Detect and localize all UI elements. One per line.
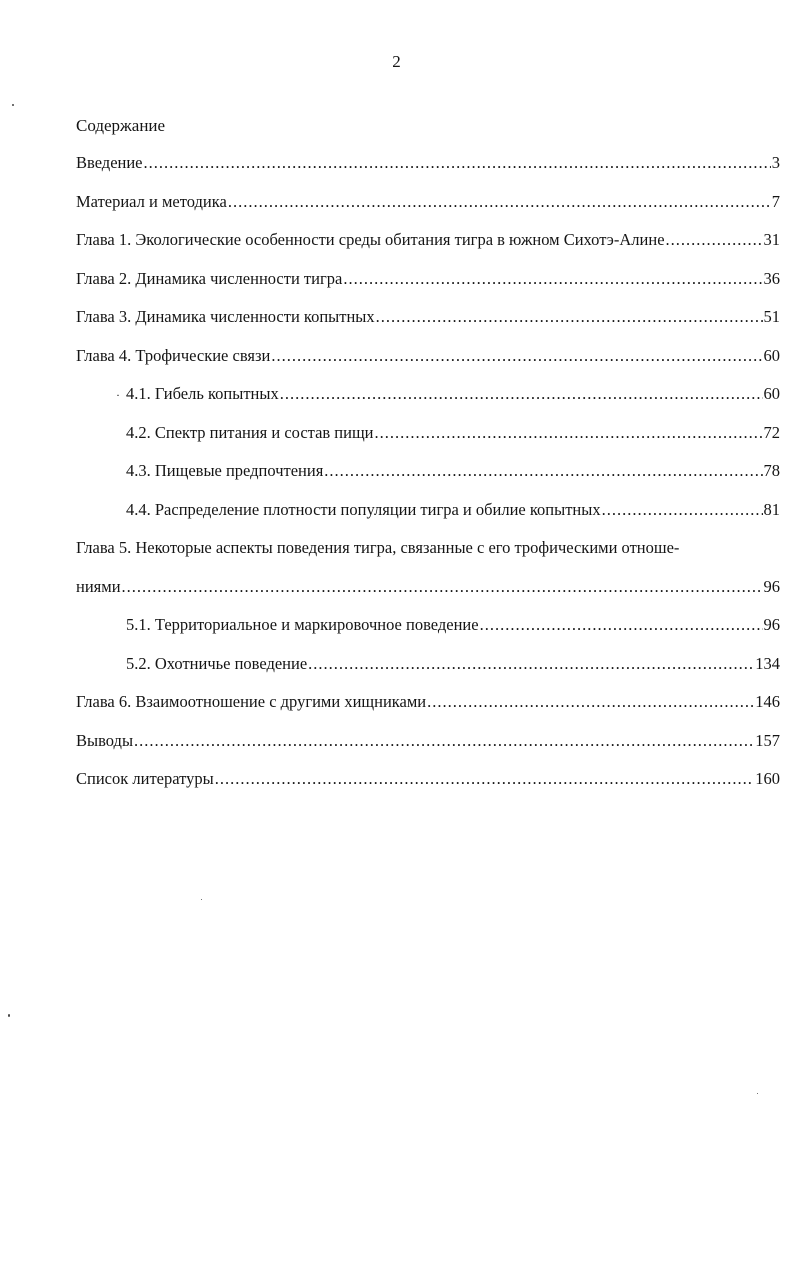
leader-dots bbox=[122, 577, 763, 597]
leader-dots bbox=[134, 731, 754, 751]
toc-entry-label: 4.1. Гибель копытных bbox=[126, 384, 279, 403]
page-number: 2 bbox=[392, 52, 401, 71]
toc-entry-label: Выводы bbox=[76, 730, 134, 750]
toc-entry-page: 3 bbox=[771, 153, 780, 172]
toc-entry-page: 134 bbox=[755, 653, 780, 673]
scan-speck bbox=[12, 104, 14, 106]
toc-entry-label: Глава 6. Взаимоотношение с другими хищниками bbox=[76, 692, 427, 711]
toc-entry bbox=[76, 307, 780, 346]
toc-entry-label: Список литературы bbox=[76, 769, 214, 788]
leader-dots bbox=[280, 384, 763, 404]
toc-entry-label: ниями bbox=[76, 576, 121, 596]
toc-entry-label: Глава 2. Динамика численности тигра bbox=[76, 268, 343, 288]
leader-dots bbox=[375, 423, 763, 443]
toc-subentry bbox=[76, 384, 780, 423]
leader-dots bbox=[144, 153, 771, 173]
toc-entry bbox=[76, 577, 780, 616]
toc-entry-page: 36 bbox=[763, 268, 780, 288]
toc-entry-label: 5.2. Охотничье поведение bbox=[126, 653, 308, 673]
toc-entry-page: 96 bbox=[763, 576, 780, 596]
toc-title: Содержание bbox=[76, 116, 166, 135]
toc-entry-label: Введение bbox=[76, 153, 143, 172]
toc-entry bbox=[76, 153, 780, 192]
toc-subentry bbox=[76, 654, 780, 693]
toc-subentry bbox=[76, 423, 780, 462]
toc-entry bbox=[76, 731, 780, 770]
leader-dots bbox=[480, 615, 763, 635]
toc-entry-label: 4.3. Пищевые предпочтения bbox=[126, 461, 324, 480]
leader-dots bbox=[308, 654, 754, 674]
toc-entry-label: Глава 3. Динамика численности копытных bbox=[76, 307, 375, 326]
toc-entry-page: 160 bbox=[755, 769, 780, 788]
toc-entry-label: Глава 5. Некоторые аспекты поведения тигра, связанные с его трофическими отноше- bbox=[76, 538, 680, 557]
leader-dots bbox=[666, 230, 763, 250]
scan-speck bbox=[201, 899, 202, 900]
leader-dots bbox=[602, 500, 763, 520]
toc-entry-page: 146 bbox=[755, 692, 780, 711]
leader-dots bbox=[271, 346, 762, 366]
toc-entry-first-line bbox=[76, 538, 780, 577]
toc-entry bbox=[76, 769, 780, 808]
leader-dots bbox=[228, 192, 771, 212]
toc-entry-page: 60 bbox=[763, 345, 780, 365]
toc-entry-label: Материал и методика bbox=[76, 191, 227, 211]
leader-dots bbox=[215, 769, 755, 789]
toc-subentry bbox=[76, 615, 780, 654]
leader-dots bbox=[427, 692, 754, 712]
toc-subentry bbox=[76, 500, 780, 539]
toc-entry-label: 4.4. Распределение плотности популяции тигра и обилие копытных bbox=[126, 499, 601, 519]
toc-entry-page: 31 bbox=[763, 230, 780, 249]
scan-mark: · bbox=[116, 388, 120, 402]
toc-entry-page: 51 bbox=[763, 307, 780, 326]
toc-entry bbox=[76, 269, 780, 308]
toc-entry-label: 5.1. Территориальное и маркировочное поведение bbox=[126, 615, 479, 634]
toc-entry-label: 4.2. Спектр питания и состав пищи bbox=[126, 422, 374, 442]
leader-dots bbox=[376, 307, 763, 327]
table-of-contents bbox=[76, 153, 780, 808]
leader-dots bbox=[343, 269, 762, 289]
scan-speck bbox=[8, 1014, 10, 1017]
toc-entry bbox=[76, 230, 780, 269]
toc-entry-page: 78 bbox=[763, 461, 780, 480]
toc-entry bbox=[76, 346, 780, 385]
scan-speck bbox=[757, 1093, 758, 1094]
toc-entry-label: Глава 4. Трофические связи bbox=[76, 345, 271, 365]
toc-entry-page: 81 bbox=[763, 499, 780, 519]
toc-subentry bbox=[76, 461, 780, 500]
toc-entry-page: 157 bbox=[755, 730, 780, 750]
leader-dots bbox=[324, 461, 762, 481]
toc-entry-page: 72 bbox=[763, 422, 780, 442]
toc-entry-page: 96 bbox=[763, 615, 780, 634]
toc-entry-label: Глава 1. Экологические особенности среды обитания тигра в южном Сихотэ-Алине bbox=[76, 230, 665, 249]
toc-entry bbox=[76, 692, 780, 731]
toc-entry-page: 60 bbox=[763, 384, 780, 403]
toc-entry-page: 7 bbox=[771, 191, 780, 211]
toc-entry bbox=[76, 192, 780, 231]
